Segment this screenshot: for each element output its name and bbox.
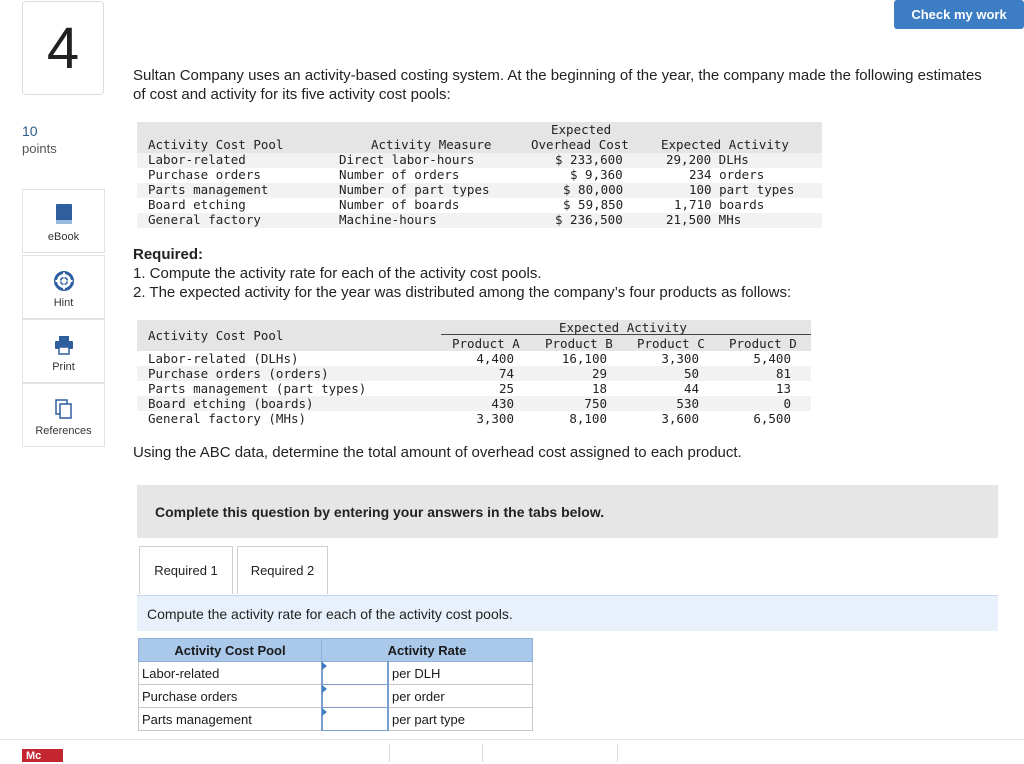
- col-header-pool: Activity Cost Pool: [148, 137, 284, 152]
- est-activity-1: 234 orders: [689, 167, 765, 182]
- rate-input-purchase-orders[interactable]: [323, 686, 387, 707]
- prod-a-3: 430: [491, 396, 514, 411]
- col-header-cost-line1: Expected: [551, 122, 612, 137]
- ans-header-rate: Activity Rate: [322, 639, 533, 662]
- print-label: Print: [52, 361, 75, 373]
- prod-b-0: 16,100: [561, 351, 607, 366]
- col-header-cost-line2: Overhead Cost: [531, 137, 629, 152]
- footer-divider: [0, 739, 1024, 740]
- rate-input-parts-management[interactable]: [323, 709, 387, 730]
- prod-b-4: 8,100: [569, 411, 607, 426]
- required-title: Required:: [133, 246, 204, 263]
- est-pool-3: Board etching: [148, 197, 246, 212]
- products-table: [137, 320, 811, 430]
- ebook-button[interactable]: [22, 189, 105, 253]
- ebook-label: eBook: [47, 231, 80, 243]
- rate-input-labor[interactable]: [323, 663, 387, 684]
- ans-unit-1: per order: [388, 685, 533, 708]
- col-header-measure: Activity Measure: [371, 137, 492, 152]
- references-button[interactable]: [22, 383, 105, 447]
- est-cost-2: $ 80,000: [563, 182, 624, 197]
- table-row: [139, 685, 533, 708]
- prod-c-2: 44: [683, 381, 699, 396]
- prod-c-3: 530: [676, 396, 699, 411]
- mcgraw-hill-logo: Mc: [22, 749, 63, 762]
- prod-pool-1: Purchase orders (orders): [148, 366, 329, 381]
- ans-unit-2: per part type: [388, 708, 533, 731]
- tab-instruction: Compute the activity rate for each of the activity cost pools.: [137, 595, 998, 631]
- prod-pool-0: Labor-related (DLHs): [148, 351, 299, 366]
- question-number: 4: [22, 1, 104, 95]
- complete-instructions: Complete this question by entering your answers in the tabs below.: [137, 485, 998, 538]
- footer-separator: [617, 744, 618, 762]
- prod-a-2: 25: [498, 381, 514, 396]
- prod-a-4: 3,300: [476, 411, 514, 426]
- prod-pool-3: Board etching (boards): [148, 396, 314, 411]
- points-indicator: [22, 122, 57, 158]
- prod-d-4: 6,500: [753, 411, 791, 426]
- prod-d-1: 81: [775, 366, 791, 381]
- prod-c-4: 3,600: [661, 411, 699, 426]
- est-activity-2: 100 part types: [689, 182, 795, 197]
- prod-pool-4: General factory (MHs): [148, 411, 307, 426]
- est-cost-4: $ 236,500: [555, 212, 623, 227]
- prod-header-c: Product C: [637, 336, 705, 351]
- prod-pool-2: Parts management (part types): [148, 381, 367, 396]
- est-measure-0: Direct labor-hours: [339, 152, 475, 167]
- prod-b-1: 29: [591, 366, 607, 381]
- check-my-work-button[interactable]: Check my work: [894, 0, 1024, 29]
- problem-intro: Sultan Company uses an activity-based costing system. At the beginning of the year, the company made the following estimates of cost and activity for its five activity cost pools:: [133, 67, 982, 103]
- references-label: References: [35, 425, 92, 437]
- estimates-table: [137, 122, 822, 230]
- prod-header-d: Product D: [729, 336, 797, 351]
- est-measure-3: Number of boards: [339, 197, 460, 212]
- col-header-activity: Expected Activity: [661, 137, 789, 152]
- rate-input-cell: [322, 708, 388, 731]
- lifebuoy-icon: [54, 271, 74, 291]
- hint-button[interactable]: [22, 255, 105, 319]
- activity-rate-table: [138, 638, 533, 731]
- documents-icon: [55, 399, 73, 419]
- prod-b-2: 18: [591, 381, 607, 396]
- est-activity-3: 1,710 boards: [674, 197, 765, 212]
- printer-icon: [54, 335, 74, 355]
- est-measure-4: Machine-hours: [339, 212, 437, 227]
- est-pool-1: Purchase orders: [148, 167, 261, 182]
- est-measure-1: Number of orders: [339, 167, 460, 182]
- est-cost-0: $ 233,600: [555, 152, 623, 167]
- required-item-2: 2. The expected activity for the year was distributed among the company’s four products as follows:: [133, 284, 792, 301]
- prod-a-1: 74: [498, 366, 514, 381]
- rate-input-cell: [322, 685, 388, 708]
- book-icon: [55, 203, 73, 225]
- points-label: points: [22, 141, 57, 156]
- footer-separator: [389, 744, 390, 762]
- ans-pool-0: Labor-related: [139, 662, 322, 685]
- ans-pool-1: Purchase orders: [139, 685, 322, 708]
- est-cost-3: $ 59,850: [563, 197, 624, 212]
- required-item-1: 1. Compute the activity rate for each of the activity cost pools.: [133, 265, 542, 282]
- prod-col-header-pool: Activity Cost Pool: [148, 328, 284, 343]
- points-value: 10: [22, 123, 38, 139]
- prod-header-a: Product A: [452, 336, 520, 351]
- ans-unit-0: per DLH: [388, 662, 533, 685]
- est-pool-4: General factory: [148, 212, 261, 227]
- prod-header-b: Product B: [545, 336, 613, 351]
- prod-a-0: 4,400: [476, 351, 514, 366]
- est-pool-0: Labor-related: [148, 152, 246, 167]
- hint-label: Hint: [53, 297, 74, 309]
- required-section: [133, 245, 791, 302]
- est-activity-0: 29,200 DLHs: [666, 152, 749, 167]
- ans-header-pool: Activity Cost Pool: [139, 639, 322, 662]
- tab-required-2[interactable]: Required 2: [237, 546, 328, 594]
- table-row: [139, 708, 533, 731]
- rate-input-cell: [322, 662, 388, 685]
- est-measure-2: Number of part types: [339, 182, 490, 197]
- footer-separator: [482, 744, 483, 762]
- est-pool-2: Parts management: [148, 182, 269, 197]
- ans-pool-2: Parts management: [139, 708, 322, 731]
- est-activity-4: 21,500 MHs: [666, 212, 742, 227]
- prod-b-3: 750: [584, 396, 607, 411]
- prod-group-header: Expected Activity: [559, 320, 687, 335]
- using-abc-text: Using the ABC data, determine the total amount of overhead cost assigned to each product.: [133, 444, 742, 461]
- prod-d-2: 13: [775, 381, 791, 396]
- prod-c-1: 50: [683, 366, 699, 381]
- print-button[interactable]: [22, 319, 105, 383]
- prod-d-3: 0: [783, 396, 791, 411]
- prod-d-0: 5,400: [753, 351, 791, 366]
- est-cost-1: $ 9,360: [570, 167, 623, 182]
- tab-required-1[interactable]: Required 1: [139, 546, 233, 594]
- table-row: [139, 662, 533, 685]
- prod-c-0: 3,300: [661, 351, 699, 366]
